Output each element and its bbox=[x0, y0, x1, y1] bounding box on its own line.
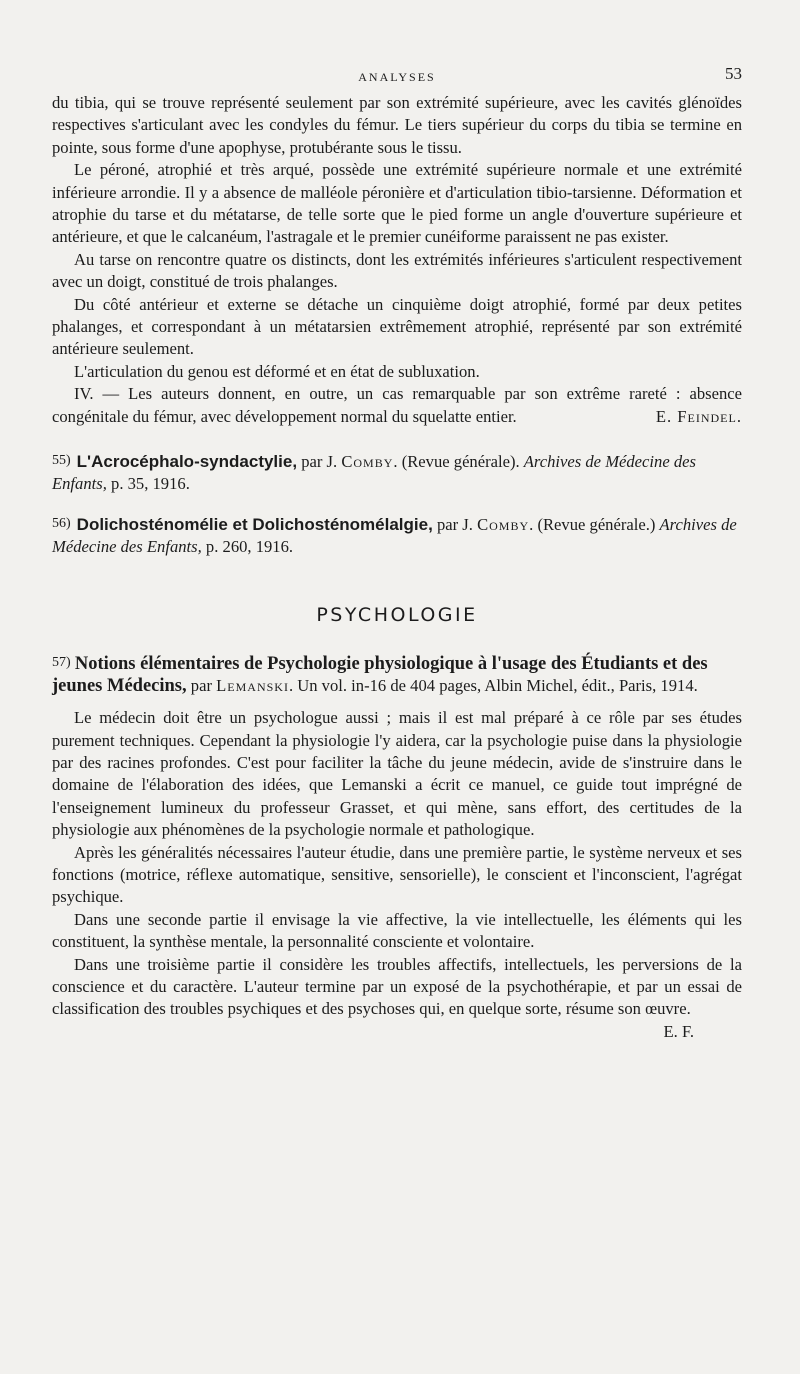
paragraph bbox=[52, 383, 742, 428]
reference-journal: Archives de Médecine des Enfants, bbox=[52, 515, 737, 557]
reference-title: L'Acrocéphalo-syndactylie, bbox=[76, 452, 298, 472]
paragraph-text: IV. — Les auteurs donnent, en outre, un cas remarquable par son extrême rareté : absence congénitale du fémur, avec développement normal du squelatte entier. bbox=[52, 384, 742, 426]
reference-by: par J. bbox=[436, 515, 473, 535]
reference-note: . (Revue générale). bbox=[393, 452, 520, 472]
reference-pages: p. 260, 1916. bbox=[205, 537, 294, 557]
paragraph: Le médecin doit être un psychologue aussi ; mais il est mal préparé à ce rôle par ses études purement techniques. Cependant la physiologie l'y aidera, car la psychologie puise dans la physiologie par des racines profondes. C'est pour faciliter la tâche du jeune médecin, avide de s'instruire dans le domaine de l'élaboration des idées, que Lemanski a écrit ce manuel, ce guide tout imprégné de l'enseignement lumineux du professeur Grasset, et qui mène, sans effort, des certitudes de la physiologie aux phénomènes de la psychologie normale et pathologique. bbox=[52, 708, 742, 840]
document-page bbox=[52, 62, 742, 1043]
signature: E. Feindel. bbox=[655, 406, 742, 426]
article-number: 57) bbox=[52, 655, 71, 671]
reference-number: 55) bbox=[52, 453, 71, 469]
paragraph: Le péroné, atrophié et très arqué, possède une extrémité supérieure normale et une extrémité inférieure arrondie. Il y a absence de malléole péronière et d'articulation tibio-tarsienne. Déformation et atrophie du tarse et du métatarse, de telle sorte que le pied forme un angle d'ouverture supérieure et antérieure, et que le calcanéum, l'astragale et le premier cunéiforme paraissent ne pas exister. bbox=[52, 160, 742, 247]
reference-title: Dolichosténomélie et Dolichosténomélalgie, bbox=[76, 515, 433, 535]
reference-note: . (Revue générale.) bbox=[529, 515, 656, 535]
article-author: Lemanski bbox=[216, 676, 289, 696]
article-publication: . Un vol. in-16 de 404 pages, Albin Michel, édit., Paris, 1914. bbox=[288, 676, 698, 696]
feindel-review bbox=[52, 92, 742, 428]
reference-entry bbox=[52, 513, 742, 558]
article-by: par bbox=[190, 676, 212, 696]
psychology-review bbox=[52, 707, 742, 1041]
reference-entry bbox=[52, 450, 742, 495]
signature: E. F. bbox=[663, 1021, 694, 1041]
paragraph: Dans une seconde partie il envisage la vie affective, la vie intellectuelle, les éléments qui les constituent, la synthèse mentale, la personnalité consciente et volontaire. bbox=[52, 909, 742, 952]
running-header bbox=[52, 62, 742, 92]
reference-by: par J. bbox=[301, 452, 338, 472]
paragraph: L'articulation du genou est déformé et en état de subluxation. bbox=[74, 361, 480, 381]
reference-author: Comby bbox=[477, 515, 530, 535]
header-title: ANALYSES bbox=[358, 70, 436, 84]
section-heading: PSYCHOLOGIE bbox=[316, 604, 478, 627]
reference-journal: Archives de Médecine des Enfants, bbox=[52, 452, 696, 494]
reference-pages: p. 35, 1916. bbox=[111, 474, 190, 494]
reference-author: Comby bbox=[341, 452, 394, 472]
paragraph: du tibia, qui se trouve représenté seulement par son extrémité supérieure, avec les cavités glénoïdes respectives s'articulant avec les condyles du fémur. Le tiers supérieur du corps du tibia se termine en pointe, sous forme d'une apophyse, protubérante sous le tissu. bbox=[52, 93, 742, 157]
paragraph-text: Dans une troisième partie il considère les troubles affectifs, intellectuels, les perversions de la conscience et du caractère. L'auteur termine par un exposé de la psychothérapie, et par un essai de classification des troubles psychiques et des psychoses qui, en quelque sorte, résume son œuvre. bbox=[52, 954, 742, 1019]
article-title: Notions élémentaires de Psychologie physiologique à l'usage des Étudiants et des jeunes Médecins, bbox=[52, 654, 708, 697]
page-number: 53 bbox=[725, 64, 742, 83]
article-heading bbox=[52, 652, 742, 697]
reference-number: 56) bbox=[52, 516, 71, 532]
paragraph: Après les généralités nécessaires l'auteur étudie, dans une première partie, le système nerveux et ses fonctions (motrice, réflexe automatique, sensitive, sensorielle), le conscient et l'inconscient, l'agrégat psychique. bbox=[52, 842, 742, 907]
paragraph: Au tarse on rencontre quatre os distincts, dont les extrémités inférieures s'articulent respectivement avec un doigt, constitué de trois phalanges. bbox=[52, 249, 742, 292]
paragraph: Du côté antérieur et externe se détache un cinquième doigt atrophié, formé par deux petites phalanges, et correspondant à un métatarsien extrêmement atrophié, représenté par son extrémité antérieure seulement. bbox=[52, 294, 742, 359]
paragraph bbox=[52, 954, 742, 1041]
